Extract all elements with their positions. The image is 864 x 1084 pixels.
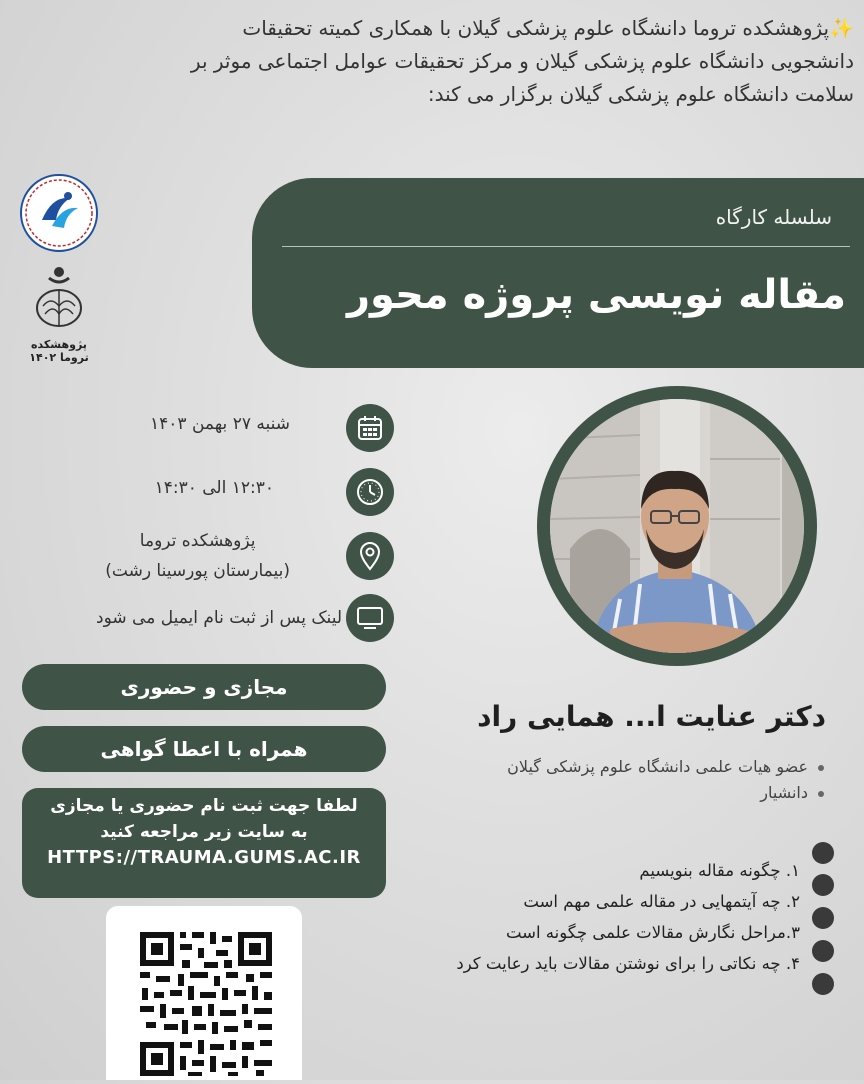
monitor-icon: [346, 594, 394, 642]
bullet-icon: [818, 791, 824, 797]
location-line-2: (بیمارستان پورسینا رشت): [105, 561, 290, 581]
event-location: [105, 526, 290, 586]
trauma-institute-logo: [18, 262, 100, 362]
topic-bullet-icon: [812, 842, 834, 864]
topic-bullet-icon: [812, 940, 834, 962]
topic-list: [456, 855, 800, 979]
trauma-logo-caption: پژوهشکده تروما ۱۴۰۲: [29, 338, 89, 364]
event-time: ۱۲:۳۰ الی ۱۴:۳۰: [154, 478, 274, 498]
topic-item: ۳.مراحل نگارش مقالات علمی چگونه است: [505, 923, 800, 942]
intro-line-3: سلامت دانشگاه علوم پزشکی گیلان برگزار می کند:: [427, 82, 854, 106]
location-pin-icon: [346, 532, 394, 580]
location-line-1: پژوهشکده تروما: [139, 531, 256, 551]
speaker-bio: [507, 754, 824, 806]
registration-line-1: لطفا جهت ثبت نام حضوری یا مجازی: [50, 796, 358, 816]
certificate-badge: همراه با اعطا گواهی: [22, 726, 386, 772]
online-note: لینک پس از ثبت نام ایمیل می شود: [96, 608, 342, 628]
student-research-committee-logo: [20, 174, 98, 252]
clock-icon: [346, 468, 394, 516]
intro-text: [20, 12, 854, 111]
topic-item: ۱. چگونه مقاله بنویسیم: [639, 861, 800, 880]
header-divider: [282, 246, 850, 247]
attendance-mode-badge: مجازی و حضوری: [22, 664, 386, 710]
registration-line-2: به سایت زیر مراجعه کنید: [100, 822, 308, 842]
bullet-icon: [818, 765, 824, 771]
topic-bullet-icon: [812, 973, 834, 995]
topic-bullet-icon: [812, 874, 834, 896]
workshop-title: مقاله نویسی پروژه محور: [346, 272, 846, 318]
intro-line-1: پژوهشکده تروما دانشگاه علوم پزشکی گیلان با همکاری کمیته تحقیقات: [242, 16, 830, 40]
speaker-photo: [550, 399, 804, 653]
calendar-icon: [346, 404, 394, 452]
registration-box: [22, 788, 386, 898]
series-label: سلسله کارگاه: [715, 205, 832, 229]
sparkle-icon: ✨: [829, 16, 854, 40]
topic-bullet-icon: [812, 907, 834, 929]
qr-code[interactable]: [106, 906, 302, 1080]
topic-item: ۲. چه آیتمهایی در مقاله علمی مهم است: [523, 892, 800, 911]
intro-line-2: دانشجویی دانشگاه علوم پزشکی گیلان و مرکز تحقیقات عوامل اجتماعی موثر بر: [190, 49, 854, 73]
speaker-bio-item: دانشیار: [760, 783, 808, 802]
topic-item: ۴. چه نکاتی را برای نوشتن مقالات باید رعایت کرد: [456, 954, 800, 973]
speaker-bio-item: عضو هیات علمی دانشگاه علوم پزشکی گیلان: [507, 757, 808, 776]
speaker-name: دکتر عنایت ا... همایی راد: [477, 700, 826, 733]
registration-url[interactable]: HTTPS://TRAUMA.GUMS.AC.IR: [47, 847, 361, 868]
event-date: شنبه ۲۷ بهمن ۱۴۰۳: [150, 414, 290, 434]
